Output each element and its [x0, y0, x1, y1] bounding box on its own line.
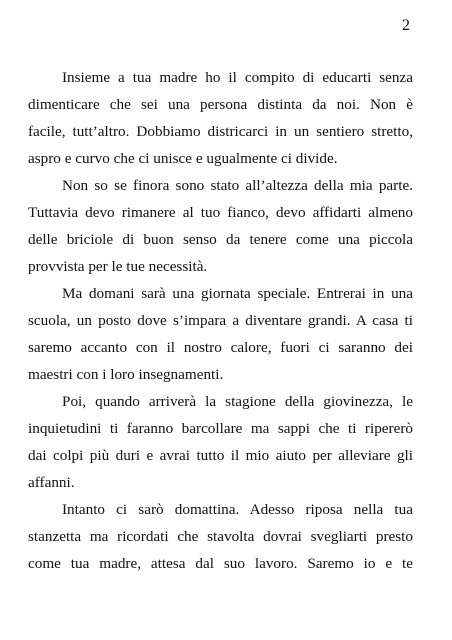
paragraph: [28, 388, 413, 496]
text-line: aspro e curvo che ci unisce e ugualmente ci divide.: [28, 150, 338, 167]
text-line: Poi, quando arriverà la stagione della giovinezza, le: [62, 393, 413, 410]
text-line: Ma domani sarà una giornata speciale. Entrerai in una: [62, 285, 413, 302]
text-line: dai colpi più duri e avrai tutto il mio aiuto per alleviare gli: [28, 447, 413, 464]
paragraph: [28, 280, 413, 388]
paragraph: [28, 496, 413, 577]
text-line: Tuttavia devo rimanere al tuo fianco, devo affidarti almeno: [28, 204, 413, 221]
text-line: inquietudini ti faranno barcollare ma sappi che ti ripererò: [28, 420, 413, 437]
text-line: dimenticare che sei una persona distinta da noi. Non è: [28, 96, 413, 113]
text-line: affanni.: [28, 474, 75, 491]
text-line: stanzetta ma ricordati che stavolta dovrai svegliarti presto: [28, 528, 413, 545]
text-line: Insieme a tua madre ho il compito di educarti senza: [62, 69, 413, 86]
text-line: delle briciole di buon senso da tenere come una piccola: [28, 231, 413, 248]
text-line: facile, tutt’altro. Dobbiamo districarci in un sentiero stretto,: [28, 123, 413, 140]
page-number: 2: [402, 17, 410, 34]
text-line: maestri con i loro insegnamenti.: [28, 366, 224, 383]
text-line: Intanto ci sarò domattina. Adesso riposa nella tua: [62, 501, 413, 518]
paragraph: [28, 64, 413, 172]
body-text: [28, 64, 413, 577]
text-line: Non so se finora sono stato all’altezza della mia parte.: [62, 177, 413, 194]
text-line: saremo accanto con il nostro calore, fuori ci saranno dei: [28, 339, 413, 356]
text-line: scuola, un posto dove s’impara a diventare grandi. A casa ti: [28, 312, 413, 329]
text-line: provvista per le tue necessità.: [28, 258, 208, 275]
paragraph: [28, 172, 413, 280]
text-line: come tua madre, attesa dal suo lavoro. Saremo io e te: [28, 555, 413, 572]
